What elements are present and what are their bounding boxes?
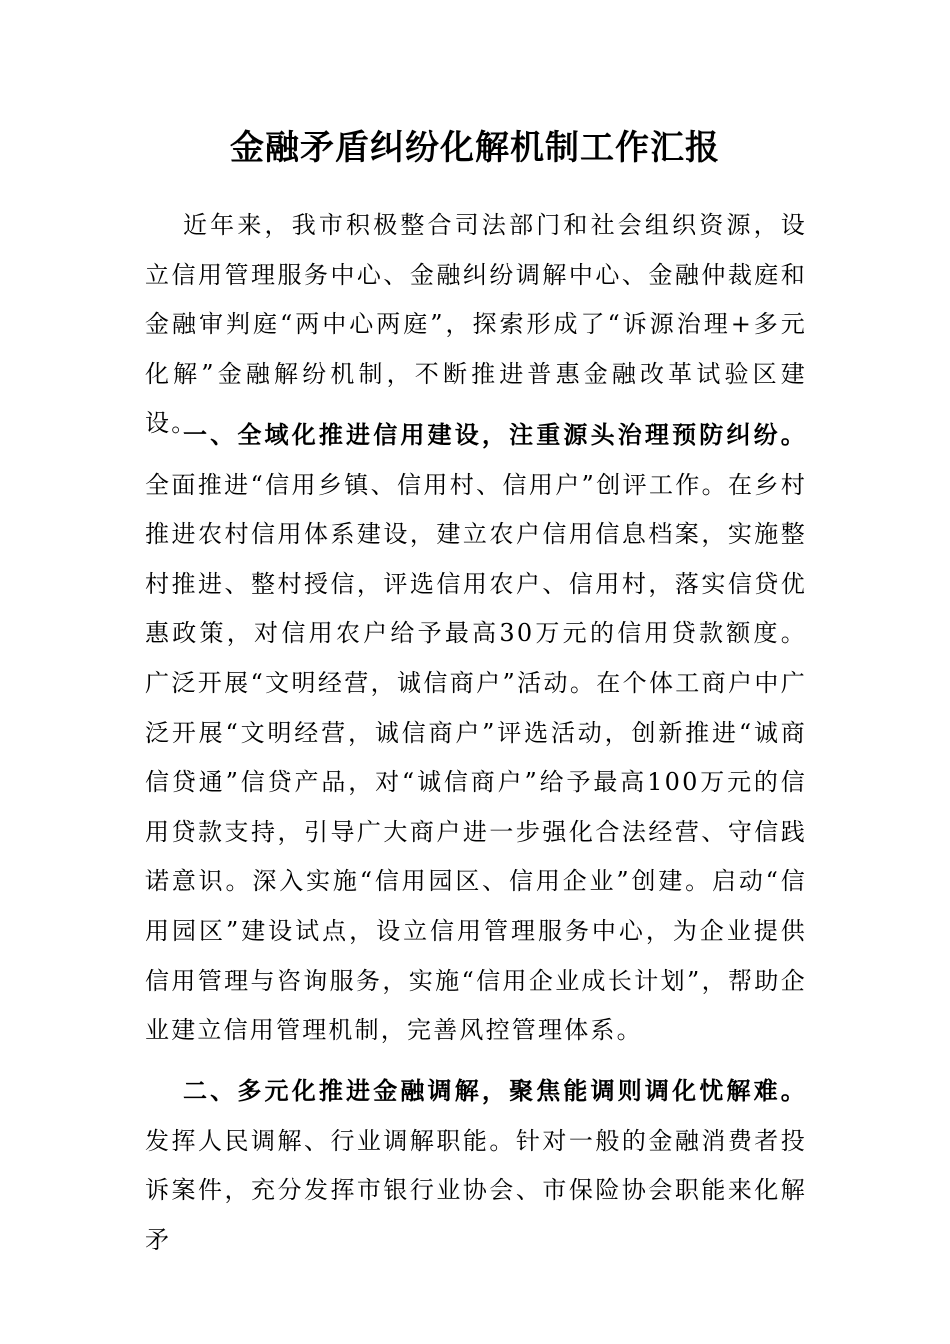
section-2-heading: 二、多元化推进金融调解，聚焦能调则调化忧解难。	[183, 1076, 807, 1105]
document-title: 金融矛盾纠纷化解机制工作汇报	[230, 128, 720, 168]
section-1-body: 全面推进“信用乡镇、信用村、信用户”创评工作。在乡村推进农村信用体系建设，建立农户信用信息档案，实施整村推进、整村授信，评选信用农户、信用村，落实信贷优惠政策，对信用农户给予最高30万元的信用贷款额度。广泛开展“文明经营，诚信商户”活动。在个体工商户中广泛开展“文明经营，诚信商户”评选活动，创新推进“诚商信贷通”信贷产品，对“诚信商户”给予最高100万元的信用贷款支持，引导广大商户进一步强化合法经营、守信践诺意识。深入实施“信用园区、信用企业”创建。启动“信用园区”建设试点，设立信用管理服务中心，为企业提供信用管理与咨询服务，实施“信用企业成长计划”，帮助企业建立信用管理机制，完善风控管理体系。	[145, 470, 807, 1045]
paragraph-body: 近年来，我市积极整合司法部门和社会组织资源，设立信用管理服务中心、金融纠纷调解中心、金融仲裁庭和金融审判庭“两中心两庭”，探索形成了“诉源治理+多元化解”金融解纷机制，不断推进普惠金融改革试验区建设。	[145, 211, 807, 438]
section-2-paragraph	[145, 1066, 807, 1265]
section-1-heading: 一、全域化推进信用建设，注重源头治理预防纠纷。	[183, 420, 807, 449]
section-1-paragraph	[145, 410, 807, 1056]
section-2-body: 发挥人民调解、行业调解职能。针对一般的金融消费者投诉案件，充分发挥市银行业协会、市保险协会职能来化解矛	[145, 1126, 807, 1254]
